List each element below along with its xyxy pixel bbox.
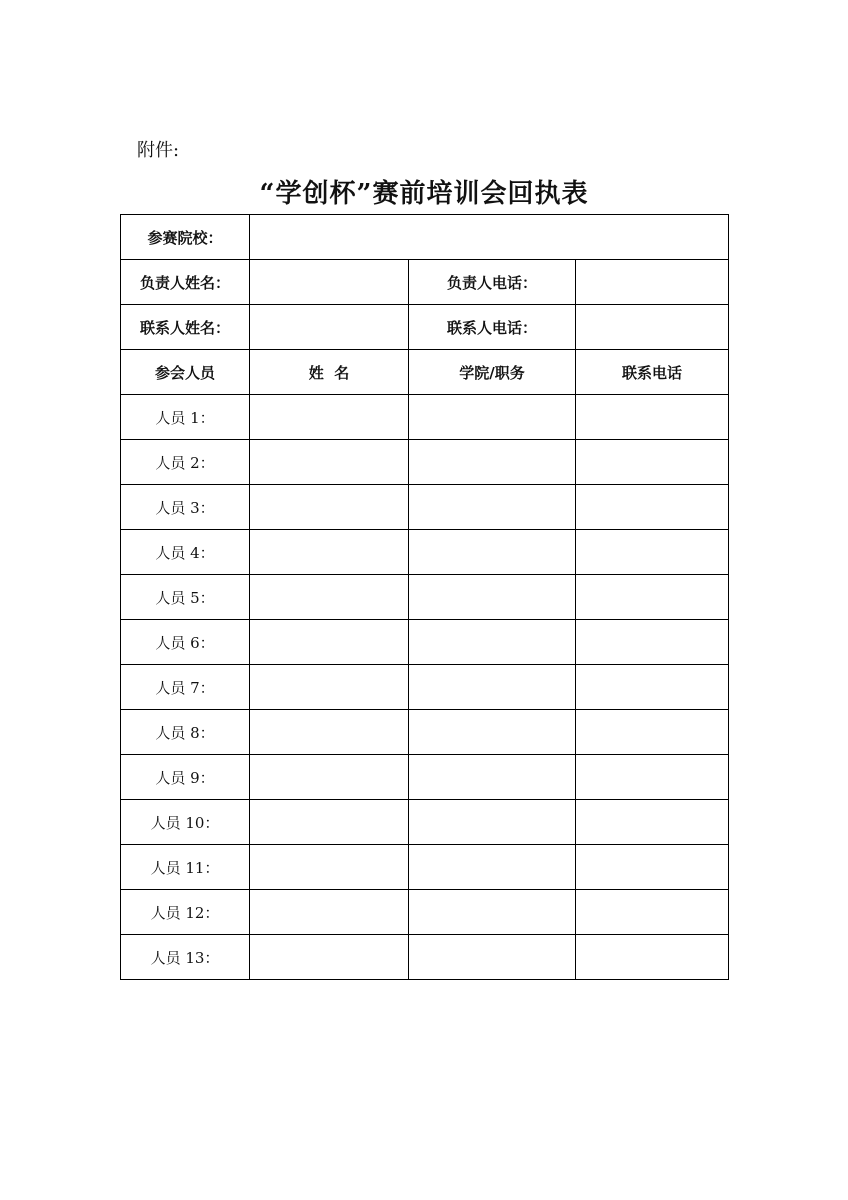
member-college-cell[interactable] bbox=[409, 485, 576, 530]
attachment-label: 附件: bbox=[137, 140, 180, 161]
contact-name-input-cell[interactable] bbox=[250, 305, 409, 350]
leader-name-label: 负责人姓名： bbox=[121, 260, 250, 305]
member-name-cell[interactable] bbox=[250, 665, 409, 710]
member-college-cell[interactable] bbox=[409, 530, 576, 575]
member-label: 人员 8： bbox=[121, 710, 250, 755]
member-phone-cell[interactable] bbox=[576, 665, 729, 710]
member-row bbox=[121, 665, 729, 710]
registration-table bbox=[120, 214, 729, 980]
member-college-cell[interactable] bbox=[409, 710, 576, 755]
member-phone-cell[interactable] bbox=[576, 710, 729, 755]
school-input-cell[interactable] bbox=[250, 215, 729, 260]
member-phone-cell[interactable] bbox=[576, 800, 729, 845]
member-name-cell[interactable] bbox=[250, 890, 409, 935]
member-phone-cell[interactable] bbox=[576, 530, 729, 575]
leader-name-input-cell[interactable] bbox=[250, 260, 409, 305]
leader-phone-label: 负责人电话： bbox=[409, 260, 576, 305]
header-row bbox=[121, 350, 729, 395]
member-phone-cell[interactable] bbox=[576, 845, 729, 890]
leader-row bbox=[121, 260, 729, 305]
member-row bbox=[121, 935, 729, 980]
member-label: 人员 5： bbox=[121, 575, 250, 620]
member-row bbox=[121, 845, 729, 890]
member-phone-cell[interactable] bbox=[576, 755, 729, 800]
member-college-cell[interactable] bbox=[409, 935, 576, 980]
member-row bbox=[121, 575, 729, 620]
member-phone-cell[interactable] bbox=[576, 440, 729, 485]
member-label: 人员 6： bbox=[121, 620, 250, 665]
school-label: 参赛院校： bbox=[121, 215, 250, 260]
member-label: 人员 4： bbox=[121, 530, 250, 575]
member-phone-cell[interactable] bbox=[576, 395, 729, 440]
member-college-cell[interactable] bbox=[409, 755, 576, 800]
form-title: “学创杯”赛前培训会回执表 bbox=[259, 179, 589, 209]
member-label: 人员 10： bbox=[121, 800, 250, 845]
member-name-cell[interactable] bbox=[250, 935, 409, 980]
header-attendee: 参会人员 bbox=[121, 350, 250, 395]
contact-phone-input-cell[interactable] bbox=[576, 305, 729, 350]
member-row bbox=[121, 800, 729, 845]
contact-name-label: 联系人姓名： bbox=[121, 305, 250, 350]
member-name-cell[interactable] bbox=[250, 395, 409, 440]
member-name-cell[interactable] bbox=[250, 845, 409, 890]
member-row bbox=[121, 530, 729, 575]
member-row bbox=[121, 440, 729, 485]
leader-phone-input-cell[interactable] bbox=[576, 260, 729, 305]
member-label: 人员 13： bbox=[121, 935, 250, 980]
member-college-cell[interactable] bbox=[409, 620, 576, 665]
member-label: 人员 9： bbox=[121, 755, 250, 800]
member-row bbox=[121, 710, 729, 755]
header-college-position: 学院/职务 bbox=[409, 350, 576, 395]
member-name-cell[interactable] bbox=[250, 440, 409, 485]
member-label: 人员 7： bbox=[121, 665, 250, 710]
member-name-cell[interactable] bbox=[250, 575, 409, 620]
member-college-cell[interactable] bbox=[409, 575, 576, 620]
member-label: 人员 11： bbox=[121, 845, 250, 890]
member-phone-cell[interactable] bbox=[576, 575, 729, 620]
member-label: 人员 12： bbox=[121, 890, 250, 935]
member-label: 人员 1： bbox=[121, 395, 250, 440]
member-college-cell[interactable] bbox=[409, 440, 576, 485]
header-phone: 联系电话 bbox=[576, 350, 729, 395]
member-name-cell[interactable] bbox=[250, 755, 409, 800]
member-name-cell[interactable] bbox=[250, 530, 409, 575]
header-name: 姓 名 bbox=[250, 350, 409, 395]
member-name-cell[interactable] bbox=[250, 620, 409, 665]
member-name-cell[interactable] bbox=[250, 800, 409, 845]
member-row bbox=[121, 890, 729, 935]
contact-row bbox=[121, 305, 729, 350]
member-row bbox=[121, 755, 729, 800]
member-college-cell[interactable] bbox=[409, 395, 576, 440]
member-college-cell[interactable] bbox=[409, 845, 576, 890]
member-label: 人员 2： bbox=[121, 440, 250, 485]
member-phone-cell[interactable] bbox=[576, 485, 729, 530]
member-phone-cell[interactable] bbox=[576, 935, 729, 980]
member-name-cell[interactable] bbox=[250, 710, 409, 755]
contact-phone-label: 联系人电话： bbox=[409, 305, 576, 350]
member-phone-cell[interactable] bbox=[576, 620, 729, 665]
member-college-cell[interactable] bbox=[409, 665, 576, 710]
member-row bbox=[121, 485, 729, 530]
member-college-cell[interactable] bbox=[409, 800, 576, 845]
member-name-cell[interactable] bbox=[250, 485, 409, 530]
member-row bbox=[121, 620, 729, 665]
member-row bbox=[121, 395, 729, 440]
school-row bbox=[121, 215, 729, 260]
member-label: 人员 3： bbox=[121, 485, 250, 530]
member-phone-cell[interactable] bbox=[576, 890, 729, 935]
member-college-cell[interactable] bbox=[409, 890, 576, 935]
